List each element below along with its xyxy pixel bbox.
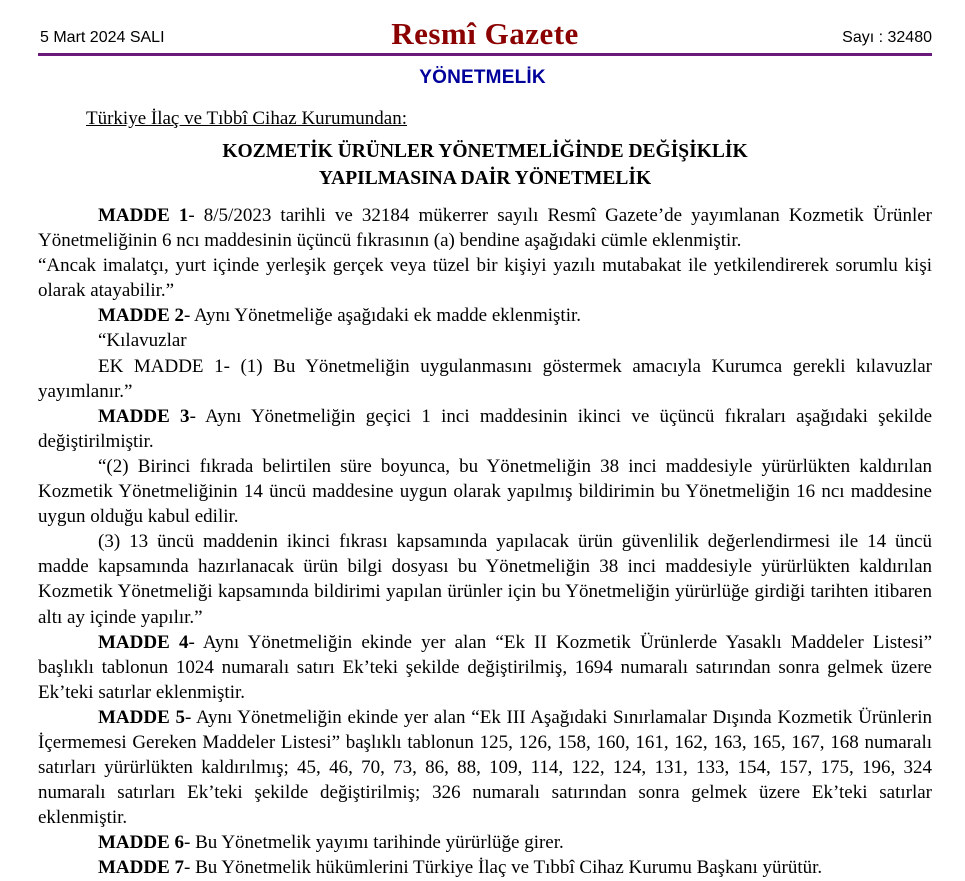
- issuing-authority: Türkiye İlaç ve Tıbbî Cihaz Kurumundan:: [86, 108, 407, 129]
- quoted-paragraph: “Kılavuzlar: [98, 330, 187, 352]
- issue-number: Sayı : 32480: [842, 29, 932, 46]
- regulation-document: [38, 107, 932, 881]
- masthead-divider: [38, 53, 932, 56]
- article-label: MADDE 2: [98, 305, 185, 327]
- article-paragraph: MADDE 4- Aynı Yönetmeliğin ekinde yer alan “Ek II Kozmetik Ürünlerde Yasaklı Maddeler Listesi” başlıklı tablonun 1024 numaralı satırı Ek’teki şekilde değiştirilmiş, 1694 numaralı satırından sonra gelmek üzere Ek’teki satırlar eklenmiştir.: [38, 631, 933, 703]
- article-label: MADDE 4: [98, 631, 189, 653]
- regulation-title: [38, 138, 932, 192]
- article-label: MADDE 7: [98, 857, 185, 879]
- section-heading: YÖNETMELİK: [419, 67, 546, 88]
- article-paragraph: MADDE 5- Aynı Yönetmeliğin ekinde yer alan “Ek III Aşağıdaki Sınırlamalar Dışında Kozmetik Ürünlerin İçermemesi Gereken Maddeler Listesi” başlıklı tablonun 125, 126, 158, 160, 161, 162, 163, 165, 167, 168 numaralı satırları yürürlükten kaldırılmış; 45, 46, 70, 73, 86, 88, 109, 114, 122, 124, 131, 133, 154, 157, 175, 196, 324 numaralı satırları Ek’teki şekilde değiştirilmiş; 326 numaralı satırından sonra gelmek üzere Ek’teki satırlar eklenmiştir.: [38, 706, 932, 829]
- issue-date: 5 Mart 2024 SALI: [40, 29, 165, 46]
- article-paragraph: MADDE 1- 8/5/2023 tarihli ve 32184 mükerrer sayılı Resmî Gazete’de yayımlanan Kozmetik Ürünler Yönetmeliğinin 6 ncı maddesinin üçüncü fıkrasının (a) bendine aşağıdaki cümle eklenmiştir.: [38, 205, 932, 252]
- articles-list: [38, 203, 932, 881]
- article-paragraph: MADDE 3- Aynı Yönetmeliğin geçici 1 inci maddesinin ikinci ve üçüncü fıkraları aşağıdaki şekilde değiştirilmiştir.: [38, 405, 933, 452]
- article-paragraph: MADDE 2- Aynı Yönetmeliğe aşağıdaki ek madde eklenmiştir.: [98, 305, 582, 327]
- quoted-paragraph: (3) 13 üncü maddenin ikinci fıkrası kapsamında yapılacak ürün güvenlilik değerlendirmesi ile 14 üncü madde kapsamında hazırlanacak ürün bilgi dosyası bu Yönetmeliğin 38 inci maddesiyle yürürlükten kaldırılan Kozmetik Yönetmeliği kapsamında bildirimi yapılan ürünler için bu Yönetmeliğin yürürlüğe girdiği tarihten itibaren altı ay içinde yapılır.”: [38, 531, 932, 628]
- article-label: MADDE 6: [98, 832, 185, 854]
- gazette-title: Resmî Gazete: [391, 16, 579, 51]
- article-label: MADDE 5: [98, 706, 186, 728]
- regulation-title-line1: KOZMETİK ÜRÜNLER YÖNETMELİĞİNDE DEĞİŞİKLİK: [222, 141, 748, 162]
- article-label: MADDE 1: [98, 205, 189, 226]
- masthead: [38, 0, 932, 53]
- regulation-title-line2: YAPILMASINA DAİR YÖNETMELİK: [318, 168, 652, 189]
- quoted-paragraph: EK MADDE 1- (1) Bu Yönetmeliğin uygulanmasını göstermek amacıyla Kurumca gerekli kılavuzlar yayımlanır.”: [38, 355, 932, 402]
- quoted-paragraph: “Ancak imalatçı, yurt içinde yerleşik gerçek veya tüzel bir kişiyi yazılı mutabakat ile yetkilendirerek sorumlu kişi olarak atayabilir.”: [38, 255, 932, 302]
- article-label: MADDE 3: [98, 405, 190, 427]
- article-paragraph: MADDE 7- Bu Yönetmelik hükümlerini Türkiye İlaç ve Tıbbî Cihaz Kurumu Başkanı yürütür.: [98, 857, 823, 879]
- article-paragraph: MADDE 6- Bu Yönetmelik yayımı tarihinde yürürlüğe girer.: [98, 832, 564, 854]
- quoted-paragraph: “(2) Birinci fıkrada belirtilen süre boyunca, bu Yönetmeliğin 38 inci maddesiyle yürürlükten kaldırılan Kozmetik Yönetmeliğinin 14 üncü maddesine uygun olarak yapılmış bildirimin bu Yönetmeliğin 16 ncı maddesine uygun olduğu kabul edilir.: [38, 455, 932, 528]
